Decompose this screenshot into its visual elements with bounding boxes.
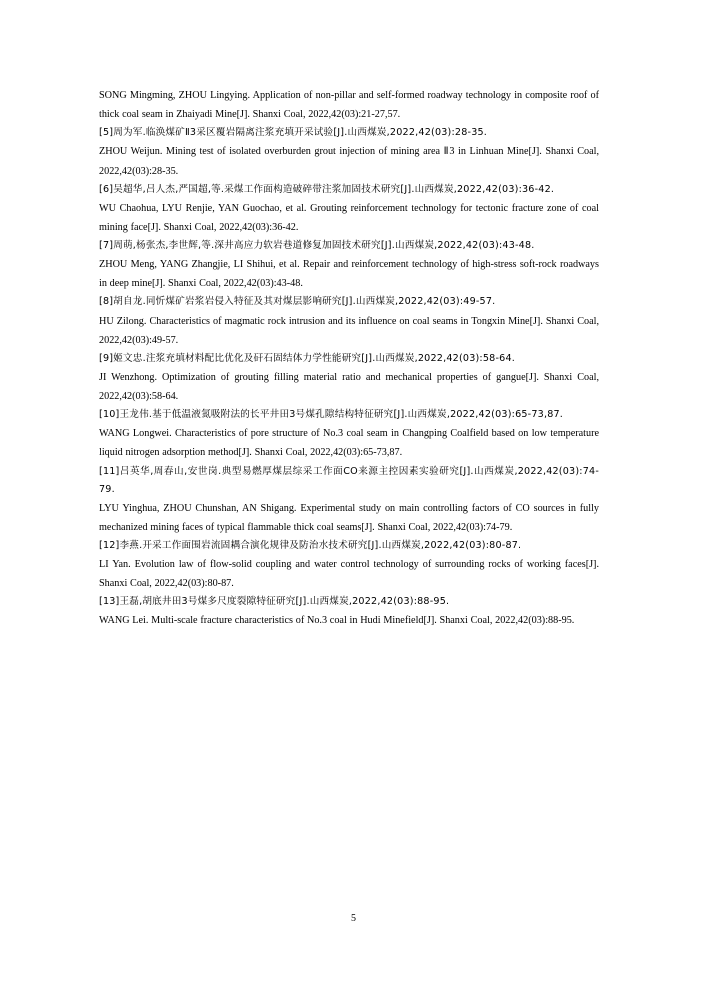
reference-entry: [12]李燕.开采工作面围岩流固耦合演化规律及防治水技术研究[J].山西煤炭,2022,42(03):80-87. (99, 540, 522, 551)
reference-entry: [10]王龙伟.基于低温液氮吸附法的长平井田3号煤孔隙结构特征研究[J].山西煤炭,2022,42(03):65-73,87. (99, 409, 564, 421)
page-number: 5 (351, 913, 356, 924)
reference-entry: [7]周萌,杨张杰,李世辉,等.深井高应力软岩巷道修复加固技术研究[J].山西煤炭,2022,42(03):43-48. (99, 240, 535, 252)
reference-entry: LI Yan. Evolution law of flow-solid coupling and water control technology of surrounding rocks of working faces[J]. Shanxi Coal, 2022,42(03):80-87. (99, 559, 599, 590)
reference-entry: WU Chaohua, LYU Renjie, YAN Guochao, et al. Grouting reinforcement technology for tectonic fracture zone of coal mining face[J]. Shanxi Coal, 2022,42(03):36-42. (99, 202, 599, 233)
reference-entry: SONG Mingming, ZHOU Lingying. Application of non-pillar and self-formed roadway technology in composite roof of thick coal seam in Zhaiyadi Mine[J]. Shanxi Coal, 2022,42(03):21-27,57. (99, 90, 599, 121)
reference-entry: [11]吕英华,周春山,安世岗.典型易燃厚煤层综采工作面CO来源主控因素实验研究[J].山西煤炭,2022,42(03):74-79. (99, 465, 599, 495)
reference-entry: LYU Yinghua, ZHOU Chunshan, AN Shigang. Experimental study on main controlling factors of CO sources in fully mechanized mining faces of typical flammable thick coal seams[J]. Shanxi Coal, 2022,42(03):74-79. (99, 502, 599, 533)
reference-entry: [9]姬文忠.注浆充填材料配比优化及矸石固结体力学性能研究[J].山西煤炭,2022,42(03):58-64. (99, 352, 515, 364)
reference-entry: HU Zilong. Characteristics of magmatic rock intrusion and its influence on coal seams in Tongxin Mine[J]. Shanxi Coal, 2022,42(03):49-57. (99, 315, 599, 346)
reference-entry: ZHOU Weijun. Mining test of isolated overburden grout injection of mining area Ⅱ3 in Linhuan Mine[J]. Shanxi Coal, 2022,42(03):28-35. (99, 146, 599, 177)
reference-entry: ZHOU Meng, YANG Zhangjie, LI Shihui, et al. Repair and reinforcement technology of high-stress soft-rock roadways in deep mine[J]. Shanxi Coal, 2022,42(03):43-48. (99, 259, 599, 290)
reference-entry: WANG Lei. Multi-scale fracture characteristics of No.3 coal in Hudi Minefield[J]. Shanxi Coal, 2022,42(03):88-95. (99, 615, 575, 627)
reference-entry: [5]周为军.临涣煤矿Ⅱ3采区覆岩隔离注浆充填开采试验[J].山西煤炭,2022,42(03):28-35. (99, 127, 488, 139)
reference-entry: [6]吴超华,吕人杰,严国超,等.采煤工作面构造破碎带注浆加固技术研究[J].山西煤炭,2022,42(03):36-42. (99, 183, 555, 195)
reference-list (99, 86, 599, 631)
reference-entry: [13]王磊,胡底井田3号煤多尺度裂隙特征研究[J].山西煤炭,2022,42(03):88-95. (99, 596, 450, 608)
reference-entry: WANG Longwei. Characteristics of pore structure of No.3 coal seam in Changping Coalfield based on low temperature liquid nitrogen adsorption method[J]. Shanxi Coal, 2022,42(03):65-73,87. (99, 428, 599, 459)
reference-entry: [8]胡自龙.同忻煤矿岩浆岩侵入特征及其对煤层影响研究[J].山西煤炭,2022,42(03):49-57. (99, 296, 496, 308)
reference-entry: JI Wenzhong. Optimization of grouting filling material ratio and mechanical properties of gangue[J]. Shanxi Coal, 2022,42(03):58-64. (99, 371, 599, 403)
